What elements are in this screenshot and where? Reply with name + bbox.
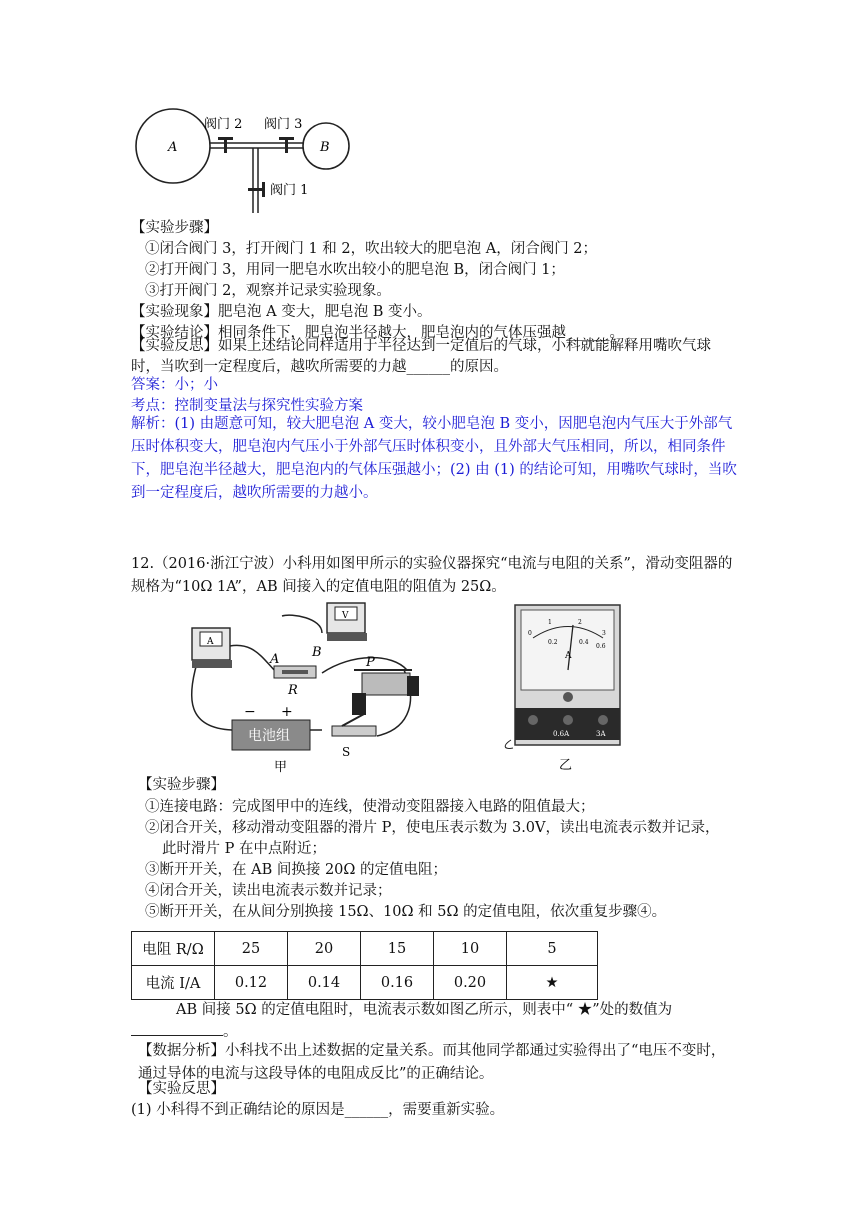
table-cell: 25 bbox=[215, 932, 288, 966]
valve2-label: 阀门 2 bbox=[204, 117, 243, 132]
table-row bbox=[132, 966, 598, 1000]
svg-text:电池组: 电池组 bbox=[248, 728, 290, 744]
label-b: B bbox=[320, 140, 330, 155]
label-s: S bbox=[342, 745, 351, 759]
q12-after-table: AB 间接 5Ω 的定值电阻时，电流表示数如图乙所示，则表中“ ★”处的数值为 bbox=[176, 1002, 673, 1018]
label-b: B bbox=[312, 645, 322, 660]
table-cell: 15 bbox=[361, 932, 434, 966]
label-a: A bbox=[270, 652, 280, 667]
table-cell: 10 bbox=[434, 932, 507, 966]
valve1-label: 阀门 1 bbox=[270, 183, 309, 198]
table-cell: 0.14 bbox=[288, 966, 361, 1000]
svg-text:0: 0 bbox=[528, 630, 532, 637]
valve3-label: 阀门 3 bbox=[264, 117, 303, 132]
table-cell: 0.12 bbox=[215, 966, 288, 1000]
table-cell-star: ★ bbox=[507, 966, 598, 1000]
svg-text:3: 3 bbox=[602, 630, 606, 637]
battery-minus: − bbox=[244, 704, 256, 720]
caption-yi: 乙 bbox=[559, 758, 573, 772]
q11-kaodian: 考点：控制变量法与探究性实验方案 bbox=[131, 398, 363, 414]
svg-text:0.2: 0.2 bbox=[548, 639, 558, 646]
ammeter bbox=[192, 628, 232, 668]
label-r: R bbox=[288, 683, 298, 698]
fixed-resistor bbox=[274, 666, 316, 678]
q11-jiexi: 解析：(1) 由题意可知，较大肥皂泡 A 变大，较小肥皂泡 B 变小，因肥皂泡内气压大于外部气压时体积变大，肥皂泡内气压小于外部气压时体积变小，且外部大气压相同，所以，相同条件下，肥皂泡半径越大，肥皂泡内的气体压强越小；(2) 由 (1) 的结论可知，用嘴吹气球时，当吹到一定程度后，越吹所需要的力越小。 bbox=[131, 416, 737, 501]
voltmeter bbox=[327, 603, 367, 641]
row-label-resistance: 电阻 R/Ω bbox=[132, 932, 215, 966]
q12-step5: ⑤断开开关，在从间分别换接 15Ω、10Ω 和 5Ω 的定值电阻，依次重复步骤④。 bbox=[145, 904, 667, 920]
ammeter-figure-yi bbox=[503, 600, 633, 772]
q11-step3: ③打开阀门 2，观察并记录实验现象。 bbox=[145, 283, 391, 299]
svg-text:2: 2 bbox=[578, 619, 582, 626]
q12-reflect-heading: 【实验反思】 bbox=[138, 1081, 225, 1097]
battery-pack bbox=[232, 720, 310, 750]
q12-step3: ③断开开关，在 AB 间换接 20Ω 的定值电阻； bbox=[145, 862, 448, 878]
svg-text:0.6: 0.6 bbox=[596, 643, 606, 650]
caption-jia: 甲 bbox=[274, 760, 288, 773]
q11-reflection: 【实验反思】如果上述结论同样适用于半径达到一定值后的气球，小科就能解释用嘴吹气球时，当吹到一定程度后，越吹所需要的力越______的原因。 bbox=[131, 338, 711, 375]
meter-unit: A bbox=[565, 651, 572, 661]
q11-steps-heading: 【实验步骤】 bbox=[131, 220, 218, 236]
valve-bubble-figure bbox=[130, 108, 370, 213]
q12-step2b: 此时滑片 P 在中点附近； bbox=[162, 841, 326, 857]
row-label-current: 电流 I/A bbox=[132, 966, 215, 1000]
q11-conclusion: 【实验结论】相同条件下，肥皂泡半径越大，肥皂泡内的气体压强越______。 bbox=[131, 325, 624, 341]
svg-text:0.6A: 0.6A bbox=[553, 730, 570, 738]
switch bbox=[332, 714, 376, 736]
q11-step1: ①闭合阀门 3，打开阀门 1 和 2，吹出较大的肥皂泡 A，闭合阀门 2； bbox=[145, 241, 598, 257]
svg-text:V: V bbox=[342, 611, 349, 621]
q11-answer: 答案：小；小 bbox=[131, 377, 218, 393]
q12-intro: 12.（2016·浙江宁波）小科用如图甲所示的实验仪器探究“电流与电阻的关系”，滑动变阻器的规格为“10Ω 1A”，AB 间接入的定值电阻的阻值为 25Ω。 bbox=[131, 556, 733, 595]
table-row bbox=[132, 932, 598, 966]
circuit-figure-jia bbox=[182, 598, 427, 773]
table-cell: 20 bbox=[288, 932, 361, 966]
svg-text:3A: 3A bbox=[596, 730, 606, 738]
q12-step1: ①连接电路：完成图甲中的连线，使滑动变阻器接入电路的阻值最大； bbox=[145, 799, 595, 815]
battery-plus: + bbox=[281, 704, 293, 720]
q12-steps-heading: 【实验步骤】 bbox=[138, 777, 225, 793]
svg-text:A: A bbox=[207, 637, 214, 647]
label-a: A bbox=[168, 140, 178, 155]
q12-step4: ④闭合开关，读出电流表示数并记录； bbox=[145, 883, 392, 899]
q11-step2: ②打开阀门 3，用同一肥皂水吹出较小的肥皂泡 B，闭合阀门 1； bbox=[145, 262, 565, 278]
q12-analysis: 【数据分析】小科找不出上述数据的定量关系。而其他同学都通过实验得出了“电压不变时，通过导体的电流与这段导体的电阻成反比”的正确结论。 bbox=[138, 1043, 726, 1082]
q12-step2a: ②闭合开关，移动滑动变阻器的滑片 P，使电压表示数为 3.0V，读出电流表示数并记录， bbox=[145, 820, 720, 836]
svg-text:0.4: 0.4 bbox=[579, 639, 589, 646]
q12-answer-blank-line bbox=[131, 1021, 238, 1042]
q11-phenomenon: 【实验现象】肥皂泡 A 变大，肥皂泡 B 变小。 bbox=[131, 304, 432, 320]
table-cell: 5 bbox=[507, 932, 598, 966]
data-table bbox=[131, 931, 598, 1000]
svg-text:1: 1 bbox=[548, 619, 552, 626]
label-p: P bbox=[366, 655, 375, 670]
q12-after-table-end: 。 bbox=[223, 1024, 238, 1040]
q12-reflect1: (1) 小科得不到正确结论的原因是______，需要重新实验。 bbox=[131, 1102, 505, 1118]
table-cell: 0.20 bbox=[434, 966, 507, 1000]
table-cell: 0.16 bbox=[361, 966, 434, 1000]
